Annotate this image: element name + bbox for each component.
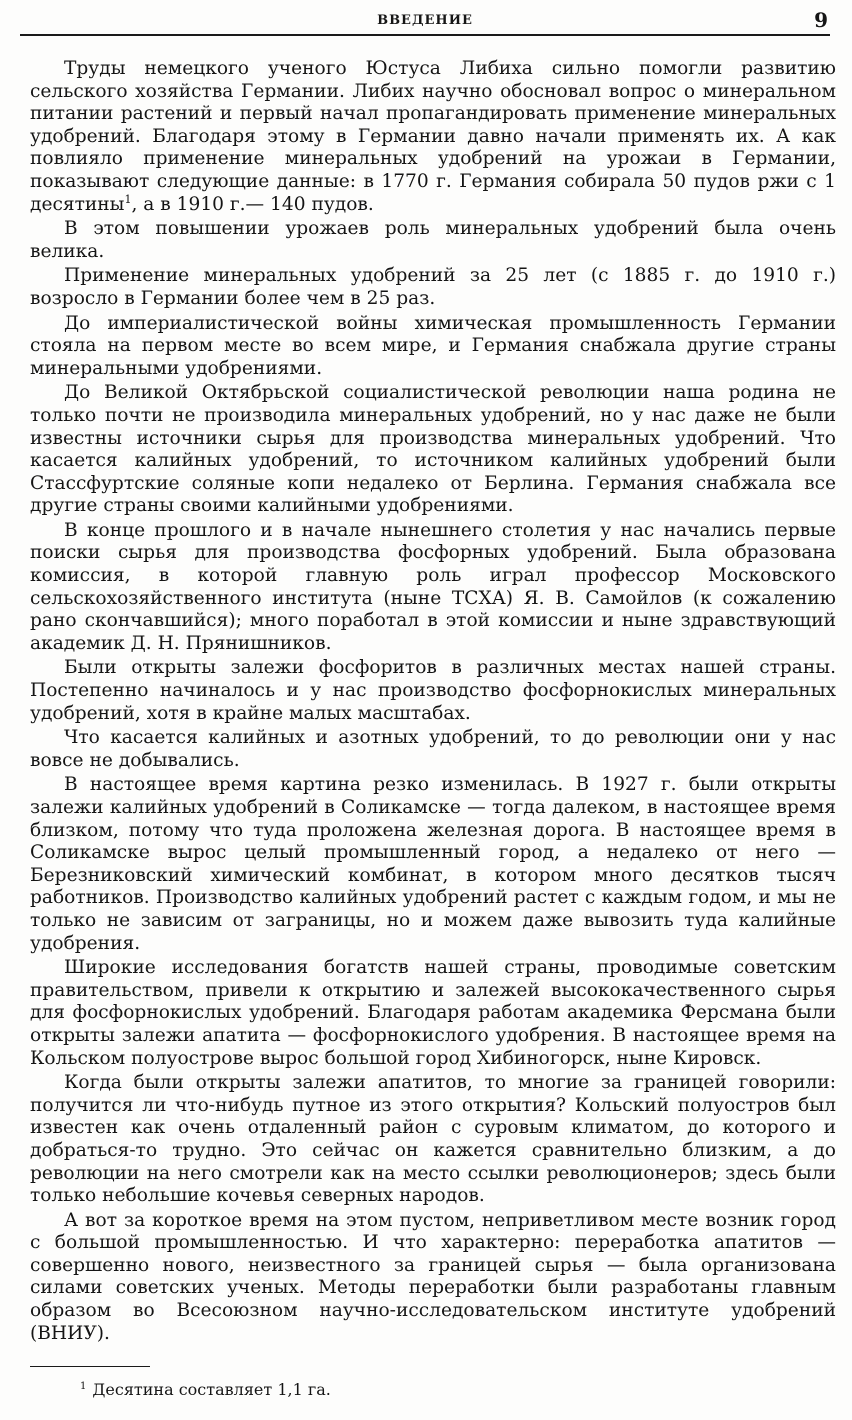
paragraph: В настоящее время картина резко изменилась. В 1927 г. были открыты залежи калийных удобрений в Соликамске — тогда далеком, в настоящее время близком, потому что туда проложена железная дорога. В настоящее время в Соликамске вырос целый промышленный город, а недалеко от него — Березниковский химический комбинат, в котором много десятков тысяч работников. Производство калийных удобрений растет с каждым годом, и мы не только не зависим от заграницы, но и можем даже вывозить туда калийные удобрения. (30, 774, 836, 954)
footnote (80, 1380, 331, 1400)
paragraph: Широкие исследования богатств нашей страны, проводимые советским правительством, привели к открытию и залежей высококачественного сырья для фосфорнокислых удобрений. Благодаря работам академика Ферсмана были открыты залежи апатита — фосфорнокислого удобрения. В настоящее время на Кольском полуострове вырос большой город Хибиногорск, ныне Кировск. (30, 957, 836, 1069)
main-text (30, 58, 836, 1345)
paragraph (30, 58, 836, 216)
footnote-text: Десятина составляет 1,1 га. (92, 1380, 331, 1399)
footnote-divider (30, 1366, 150, 1367)
paragraph-text-tail: , а в 1910 г.— 140 пудов. (131, 193, 374, 215)
paragraph: Когда были открыты залежи апатитов, то многие за границей говорили: получится ли что-нибудь путное из этого открытия? Кольский полуостров был известен как очень отдаленный район с суровым климатом, до которого и добраться-то трудно. Это сейчас он кажется сравнительно близким, а до революции на него смотрели как на место ссылки революционеров; здесь были только небольшие кочевья северных народов. (30, 1072, 836, 1207)
paragraph: Применение минеральных удобрений за 25 лет (с 1885 г. до 1910 г.) возросло в Германии более чем в 25 раз. (30, 265, 836, 309)
paragraph: Были открыты залежи фосфоритов в различных местах нашей страны. Постепенно начиналось и у нас производство фосфорнокислых минеральных удобрений, хотя в крайне малых масштабах. (30, 657, 836, 724)
running-header (20, 8, 830, 36)
footnote-reference[interactable]: 1 (124, 192, 132, 206)
page-number: 9 (814, 8, 828, 32)
paragraph-text: Труды немецкого ученого Юстуса Либиха сильно помогли развитию сельского хозяйства Германии. Либих научно обосновал вопрос о минеральном питании растений и первый начал пропагандировать применение минеральных удобрений. Благодаря этому в Германии давно начали применять их. А как повлияло применение минеральных удобрений на урожаи в Германии, показывают следующие данные: в 1770 г. Германия собирала 50 пудов ржи с 1 десятины (30, 58, 836, 215)
footnote-mark: 1 (80, 1380, 87, 1392)
paragraph: Что касается калийных и азотных удобрений, то до революции они у нас вовсе не добывались. (30, 727, 836, 771)
paragraph: До империалистической войны химическая промышленность Германии стояла на первом месте во всем мире, и Германия снабжала другие страны минеральными удобрениями. (30, 312, 836, 379)
paragraph: В этом повышении урожаев роль минеральных удобрений была очень велика. (30, 218, 836, 262)
paragraph: А вот за короткое время на этом пустом, неприветливом месте возник город с большой промышленностью. И что характерно: переработка апатитов — совершенно нового, неизвестного за границей сырья — была организована силами советских ученых. Методы переработки были разработаны главным образом во Всесоюзном научно-исследовательском институте удобрений (ВНИУ). (30, 1209, 836, 1344)
chapter-title: ВВЕДЕНИЕ (377, 13, 473, 28)
paragraph: До Великой Октябрьской социалистической революции наша родина не только почти не производила минеральных удобрений, но у нас даже не были известны источники сырья для производства минеральных удобрений. Что касается калийных удобрений, то источником калийных удобрений были Стассфуртские соляные копи недалеко от Берлина. Германия снабжала все другие страны своими калийными удобрениями. (30, 382, 836, 517)
paragraph: В конце прошлого и в начале нынешнего столетия у нас начались первые поиски сырья для производства фосфорных удобрений. Была образована комиссия, в которой главную роль играл профессор Московского сельскохозяйственного института (ныне ТСХА) Я. В. Самойлов (к сожалению рано скончавшийся); много поработал в этой комиссии и ныне здравствующий академик Д. Н. Прянишников. (30, 519, 836, 654)
